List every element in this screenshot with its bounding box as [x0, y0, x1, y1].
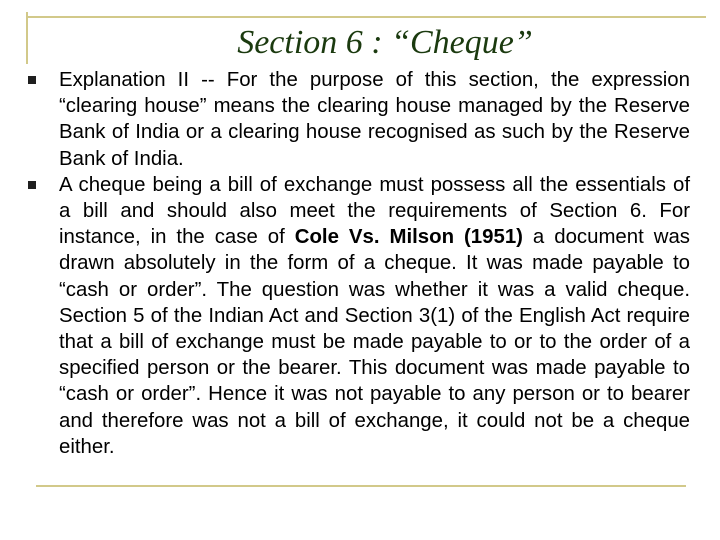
- bullet-item-cheque-case: [24, 172, 690, 460]
- square-bullet-icon: [28, 76, 36, 84]
- bullet-text: [59, 174, 690, 458]
- bullet-text-before: A cheque being a bill of exchange must possess all the essentials of a bill and should also meet the requirements of Section 6. For instance, in the case of: [59, 173, 690, 249]
- bullet-text-after: a document was drawn absolutely in the form of a cheque. It was made payable to “cash or order”. The question was whether it was a valid cheque. Section 5 of the Indian Act and Section 3(1) of the English Act require that a bill of exchange must be made payable to or to the order of a specified person or the bearer. This document was made payable to “cash or order”. Hence it was not payable to any person or to bearer and therefore was not a bill of exchange, it could not be a cheque either.: [59, 226, 691, 458]
- bullet-list: [24, 67, 690, 460]
- case-name: Cole Vs. Milson (1951): [294, 226, 523, 249]
- decorative-top-line: [26, 16, 706, 18]
- bullet-item-explanation: [24, 67, 690, 172]
- bullet-text: Explanation II -- For the purpose of this section, the expression “clearing house” means the clearing house managed by the Reserve Bank of India or a clearing house recognised as such by the Reserve Bank of India.: [59, 69, 690, 170]
- slide-title: Section 6 : “Cheque”: [237, 24, 533, 61]
- decorative-bottom-line: [36, 485, 686, 487]
- square-bullet-icon: [28, 181, 36, 189]
